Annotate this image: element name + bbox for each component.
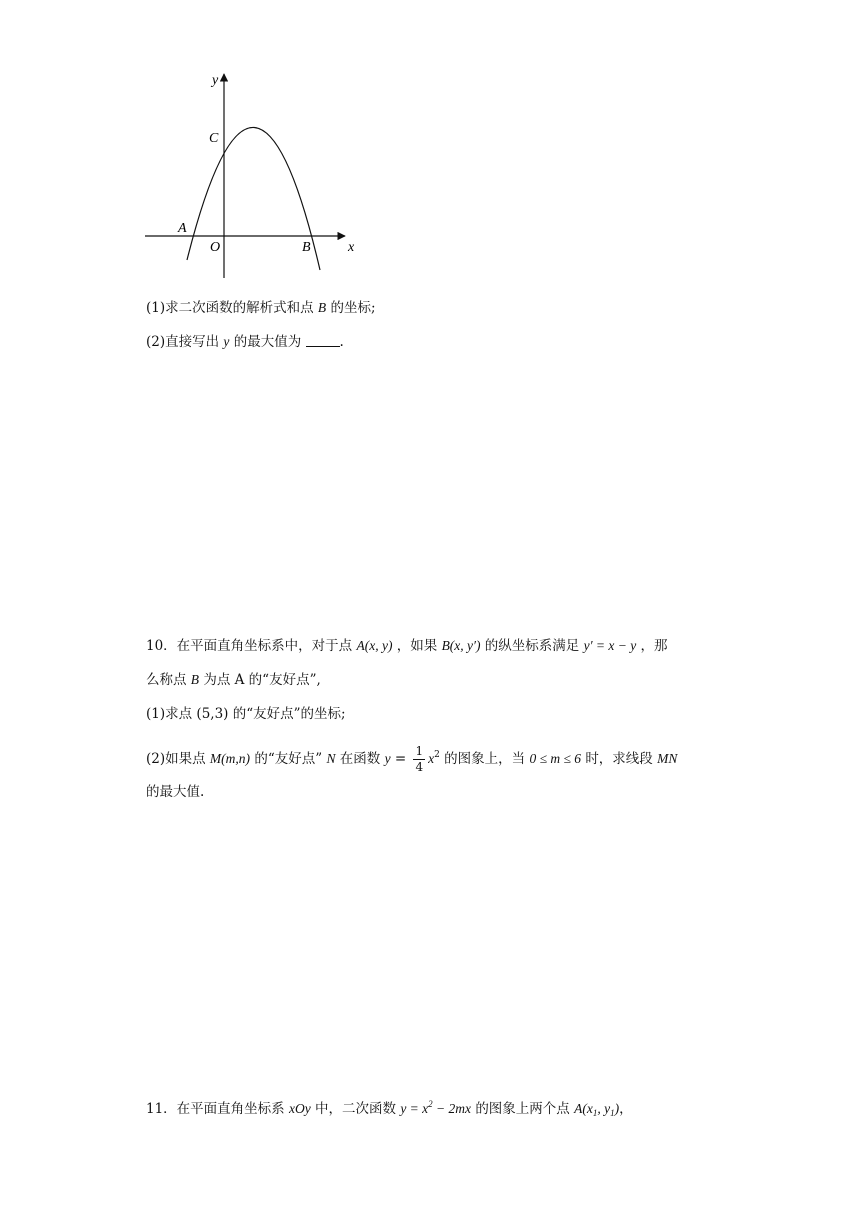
q11-paren-open: (: [582, 1101, 587, 1116]
parabola-curve: [187, 127, 320, 270]
fraction-numerator: 1: [415, 744, 424, 758]
q11-line1: [146, 1094, 633, 1123]
y-axis-label: y: [212, 73, 219, 88]
q10-point-a: A(x, y): [356, 638, 393, 653]
q11-point-a-name: A: [574, 1101, 583, 1116]
q10-part2-text-when: 的图象上，当: [444, 751, 526, 767]
q10-part1: [146, 704, 346, 724]
q10-line1: [146, 636, 668, 656]
q10-line2: [146, 670, 321, 690]
q9-part1-var: B: [317, 300, 327, 315]
q10-equation: y′ = x − y: [583, 638, 637, 653]
q10-func-exponent: 2: [434, 750, 440, 760]
q10-range: 0 ≤ m ≤ 6: [529, 751, 582, 766]
q10-segment-mn: MN: [657, 751, 678, 766]
q9-part1-text: (1)求二次函数的解析式和点: [146, 300, 314, 316]
q11-eq-exponent: 2: [428, 1099, 433, 1109]
x-axis-label: x: [348, 240, 355, 255]
q10-point-b: B(x, y′): [441, 638, 481, 653]
q10-part2-text: (2)如果点: [146, 751, 206, 767]
q11-eq-rhs: − 2mx: [432, 1101, 472, 1116]
q10-intro: 10．在平面直角坐标系中，对于点: [146, 638, 353, 654]
q11-coord-system: xOy: [288, 1101, 311, 1116]
q11-eq-lhs: y = x: [400, 1101, 429, 1116]
fraction-denominator: 4: [415, 760, 424, 774]
q9-part2: [146, 332, 344, 352]
q9-part1: [146, 298, 376, 318]
answer-blank[interactable]: [306, 334, 340, 347]
q9-part1-text-end: 的坐标;: [330, 300, 376, 316]
q11-x1-sub: 1: [592, 1108, 598, 1118]
q11-text-quadratic: 中，二次函数: [315, 1101, 397, 1117]
q10-part2-text-segment: 时，求线段: [585, 751, 653, 767]
q10-point-m: M(m,n): [209, 751, 251, 766]
q11-point-a: [574, 1101, 619, 1116]
q10-part2-end: 的最大值.: [146, 784, 205, 800]
q10-text-satisfy: 的纵坐标系满足: [484, 638, 580, 654]
q10-part2-text-func: 在函数: [339, 751, 381, 767]
q10-part1-point: (5,3): [196, 706, 229, 722]
q10-part1-text-end: 的“友好点”的坐标;: [232, 706, 346, 722]
q10-text-if: ，如果: [396, 638, 438, 654]
q11-text-points: 的图象上两个点: [475, 1101, 570, 1117]
q10-part2-continued: [146, 782, 204, 802]
q11-paren-close: ): [614, 1101, 620, 1116]
q9-part2-period: .: [339, 334, 344, 350]
q10-point-n: N: [326, 751, 336, 766]
q10-part1-text: (1)求点: [146, 706, 193, 722]
q9-part2-text-mid: 的最大值为: [233, 334, 302, 350]
q11-comma: ,: [597, 1101, 605, 1116]
point-c-label: C: [209, 131, 219, 146]
q10-func-eq: =: [394, 751, 407, 767]
q9-part2-text: (2)直接写出: [146, 334, 220, 350]
q11-comma-end: ，: [619, 1101, 633, 1117]
q9-part2-var: y: [223, 334, 230, 349]
q10-part2-text-friend: 的“友好点”: [254, 751, 323, 767]
q10-line2-var: B: [190, 672, 200, 687]
q10-text-then: ，那: [640, 638, 668, 654]
q10-line2-text-end: 为点 A 的“友好点”,: [203, 672, 321, 688]
point-b-label: B: [302, 240, 311, 255]
q11-y1-sub: 1: [610, 1108, 615, 1118]
q10-func-y: y: [384, 751, 391, 766]
q11-x1: x: [586, 1101, 593, 1116]
origin-label: O: [210, 240, 221, 255]
point-a-label: A: [178, 221, 187, 236]
parabola-figure: [140, 68, 370, 288]
q10-line2-text: 么称点: [146, 672, 187, 688]
fraction-one-quarter: [413, 744, 425, 775]
q10-part2: [146, 736, 677, 778]
q11-y1: y: [604, 1101, 611, 1116]
q11-intro: 11．在平面直角坐标系: [146, 1101, 285, 1117]
q10-func-x: x: [428, 751, 435, 766]
q11-equation: [400, 1101, 471, 1116]
